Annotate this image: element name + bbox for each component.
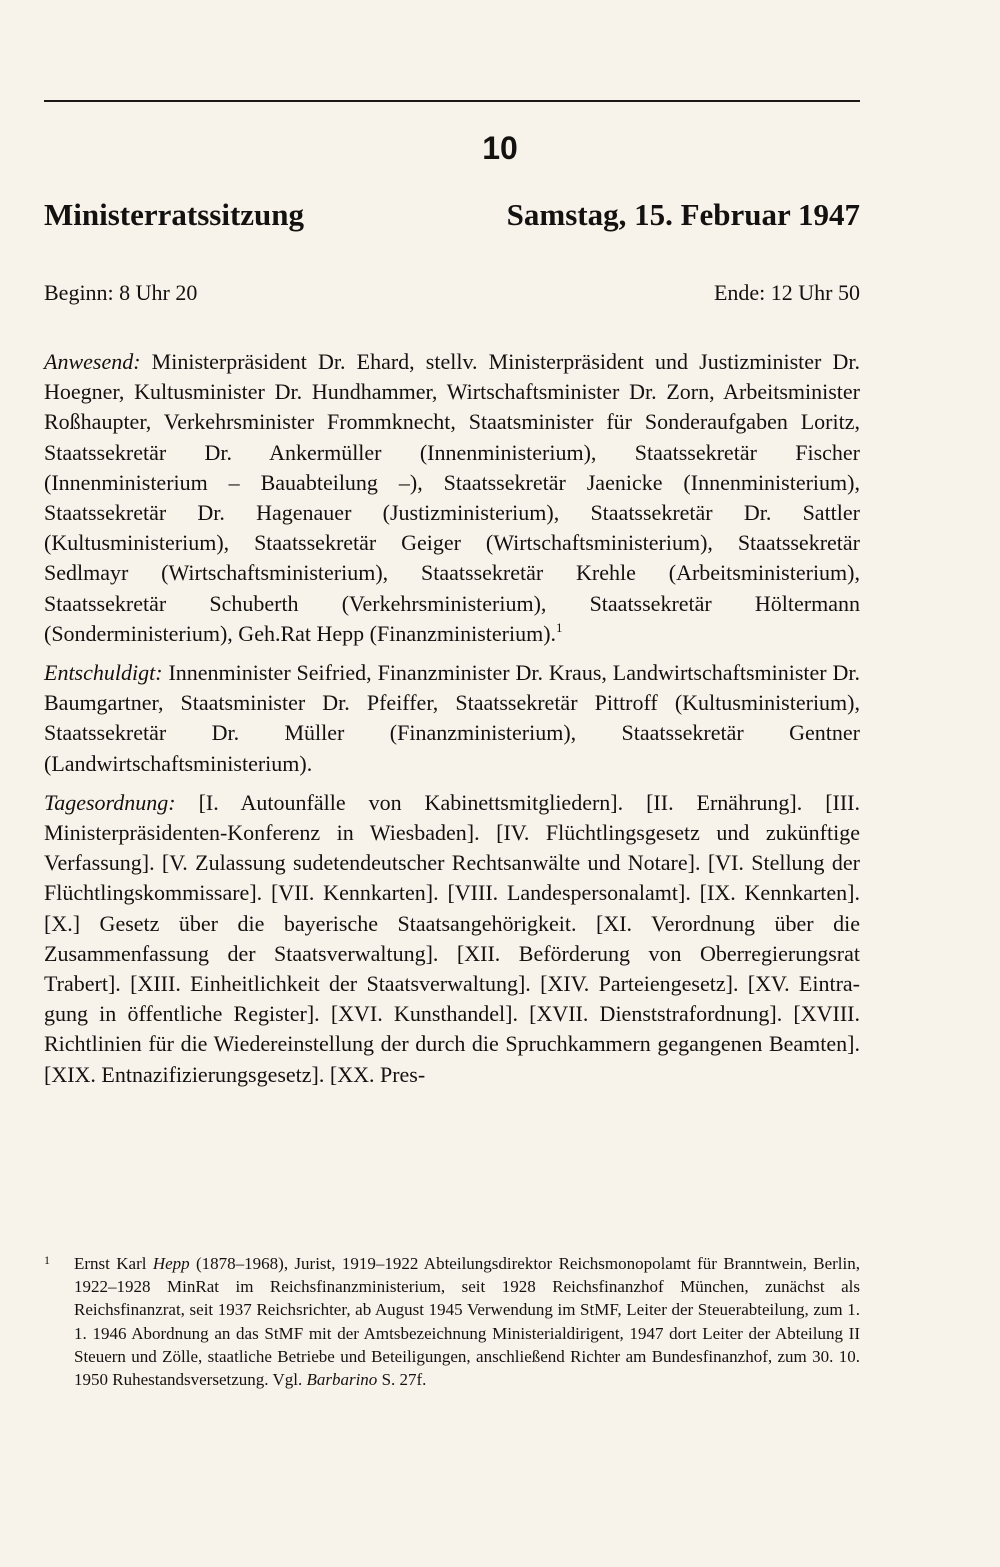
time-row bbox=[44, 280, 860, 308]
excused-label: Entschuldigt: bbox=[44, 660, 163, 686]
session-date: Samstag, 15. Februar 1947 bbox=[506, 197, 860, 232]
excused-text: Innenminister Seifried, Finanzminister Dr. Kraus, Landwirtschaftsminister Dr. Baumgartner, Staatsminister Dr. Pfeiffer, Staatssekretär Pittroff (Kultusministerium), Staatssekretär Dr. Müller (Finanzministerium), Staatssekretär Gentner (Landwirtschaftsministerium). bbox=[44, 660, 861, 776]
session-title: Ministerratssitzung bbox=[44, 197, 305, 232]
footnote-reference-name: Barbarino bbox=[306, 1370, 378, 1390]
begin-time: Beginn: 8 Uhr 20 bbox=[44, 280, 198, 305]
body-text bbox=[44, 347, 860, 1099]
present-text: Ministerpräsident Dr. Ehard, stellv. Ministerpräsident und Justizminister Dr. Hoegner, Kultusminister Dr. Hundhammer, Wirtschaftsminister Dr. Zorn, Arbeitsminister Roßhaupter, Verkehrsminister Frommknecht, Staatsminister für Sonderaufgaben Loritz, Staatssekretär Dr. Ankermüller (Innenministerium), Staatssekretär Fischer (Innenministerium – Bauabteilung –), Staatssekretär Jaenicke (Innenministerium), Staatssekretär Dr. Hagenauer (Justizministerium), Staatssekretär Dr. Sattler (Kultusministerium), Staatssekretär Geiger (Wirtschaftsministerium), Staatssekretär Sedlmayr (Wirtschaftsministerium), Staatssekretär Krehle (Arbeitsministerium), Staatssekretär Schuberth (Verkehrsministerium), Staatssekretär Höltermann (Sonderministerium), Geh.Rat Hepp (Finanzministerium). bbox=[44, 349, 860, 646]
footnote bbox=[44, 1252, 860, 1391]
footnote-reference-page: S. 27f. bbox=[377, 1370, 427, 1390]
present-paragraph bbox=[44, 347, 860, 649]
footnote-mark: 1 bbox=[44, 1253, 50, 1267]
agenda-label: Tagesordnung: bbox=[44, 789, 176, 815]
excused-paragraph bbox=[44, 658, 860, 779]
footnote-body: (1878–1968), Jurist, 1919–1922 Abteilungsdirektor Reichsmonopolamt für Branntwein, Berlin, 1922–1928 MinRat im Reichsfinanzministerium, seit 1928 Reichsfinanzhof München, zunächst als Reichsfinanzrat, seit 1937 Reichsrichter, ab August 1945 Verwendung im StMF, Leiter der Steuerabteilung, zum 1. 1. 1946 Abordnung an das StMF mit der Amtsbezeichnung Ministerialdirigent, 1947 dort Leiter der Abteilung II Steuern und Zölle, staatliche Betriebe und Beteiligungen, anschließend Richter am Bundesfinanzhof, zum 30. 10. 1950 Ruhestandsversetzung. Vgl. bbox=[74, 1254, 860, 1390]
title-row bbox=[44, 197, 860, 237]
document-number: 10 bbox=[482, 130, 518, 166]
header-rule bbox=[44, 100, 860, 102]
agenda-paragraph bbox=[44, 788, 860, 1090]
footnote-reference: 1 bbox=[556, 619, 563, 635]
end-time: Ende: 12 Uhr 50 bbox=[713, 280, 860, 305]
agenda-text: [I. Autounfälle von Kabinettsmitgliedern]. [II. Ernährung]. [III. Ministerpräsidenten-Konferenz in Wiesbaden]. [IV. Flüchtlingsgesetz und zukünftige Verfassung]. [V. Zulassung sudetendeutscher Rechtsanwälte und Notare]. [VI. Stellung der Flüchtlingskommissare]. [VII. Kennkarten]. [VIII. Landespersonalamt]. [IX. Kennkarten]. [X.] Gesetz über die bayerische Staatsangehörigkeit. [XI. Verordnung über die Zusammenfassung der Staatsverwaltung]. [XII. Beförderung von Oberregierungsrat Trabert]. [XIII. Einheitlichkeit der Staatsverwaltung]. [XIV. Parteiengesetz]. [XV. Eintragung in öffentliche Register]. [XVI. Kunsthandel]. [XVII. Dienststrafordnung]. [XVIII. Richtlinien für die Wiedereinstellung der durch die Spruchkammern gegangenen Beamten]. [XIX. Entnazifizierungsgesetz]. [XX. Pres- bbox=[44, 789, 861, 1087]
footnote-name: Hepp bbox=[152, 1254, 190, 1273]
present-label: Anwesend: bbox=[44, 349, 141, 374]
footnote-intro: Ernst Karl bbox=[74, 1254, 153, 1273]
footnote-text bbox=[74, 1252, 860, 1391]
